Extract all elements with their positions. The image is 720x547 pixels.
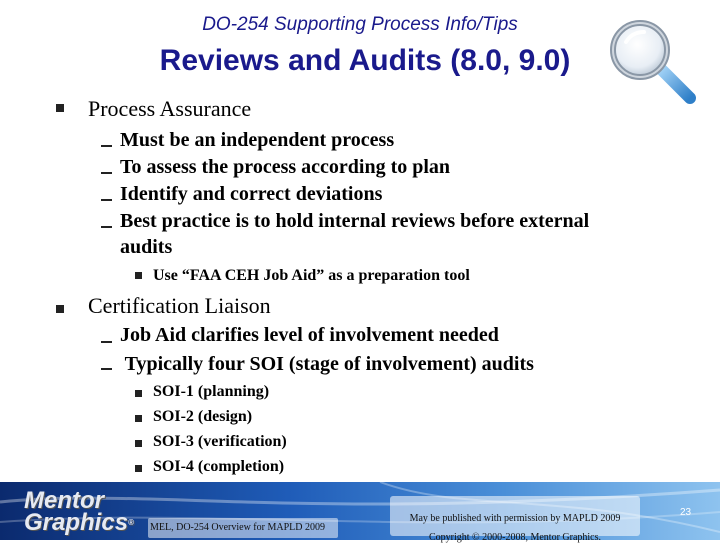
sub-list-item: SOI-3 (verification) [153,433,287,450]
footer-copyright [400,509,630,547]
footer-copyright-line: Copyright © 2000-2008, Mentor Graphics. [428,532,602,543]
sub-list-item: Use “FAA CEH Job Aid” as a preparation tool [153,267,470,284]
footer-permission-line: May be published with permission by MAPLD 2009 [409,513,621,524]
list-item: Identify and correct deviations [120,183,383,205]
sub-list-item: SOI-1 (planning) [153,383,270,400]
list-item-continuation: audits [120,236,173,258]
list-item: To assess the process according to plan [120,156,451,178]
dash-bullet-icon [101,226,112,228]
footer-presentation-label: MEL, DO-254 Overview for MAPLD 2009 [150,522,325,533]
slide-title: Reviews and Audits (8.0, 9.0) [159,44,571,77]
list-item: Job Aid clarifies level of involvement needed [120,324,499,346]
logo-registered-mark: ® [128,518,134,527]
square-bullet-icon [135,440,142,447]
dash-bullet-icon [101,199,112,201]
list-item: Best practice is to hold internal reviews before external [120,210,590,232]
section-heading-certification-liaison: Certification Liaison [88,293,271,318]
section-heading-process-assurance: Process Assurance [88,96,252,121]
list-item: Must be an independent process [120,129,395,151]
square-bullet-icon [135,465,142,472]
dash-bullet-icon [101,172,112,174]
slide-subtitle: DO-254 Supporting Process Info/Tips [202,14,518,35]
square-bullet-icon [56,104,64,112]
page-number: 23 [680,507,692,518]
logo-line-1: Mentor [24,487,104,514]
dash-bullet-icon [101,145,112,147]
square-bullet-icon [56,305,64,313]
dash-bullet-icon [101,341,112,343]
square-bullet-icon [135,390,142,397]
dash-bullet-icon [101,368,112,370]
sub-list-item: SOI-2 (design) [153,408,253,425]
list-item: Typically four SOI (stage of involvement) audits [120,353,534,375]
magnifying-glass-icon [604,18,700,108]
sub-list-item: SOI-4 (completion) [153,458,285,475]
square-bullet-icon [135,415,142,422]
square-bullet-icon [135,272,142,279]
mentor-graphics-logo [24,487,144,536]
logo-line-2: Graphics [24,509,129,536]
